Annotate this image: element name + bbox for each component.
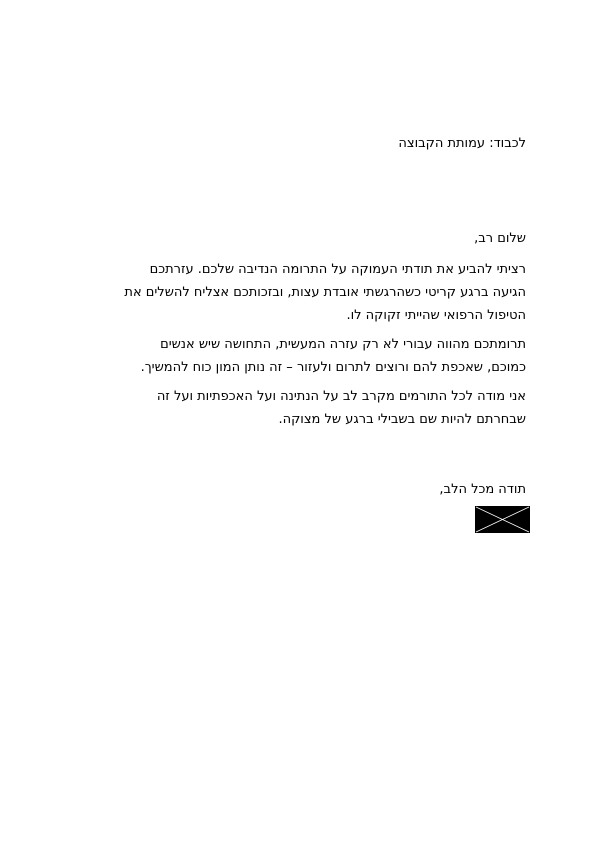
body-paragraph-1-line-3: הטיפול הרפואי שהייתי זקוקה לו. (346, 308, 526, 323)
body-paragraph-1 (70, 258, 526, 327)
greeting-line: שלום רב, (474, 231, 526, 246)
addressee-line: לכבוד: עמותת הקבוצה (398, 136, 526, 151)
body-paragraph-2 (70, 333, 526, 379)
body-paragraph-1-line-2: הגיעה ברגע קריטי כשהרגשתי אובדת עצות, ובזכותכם אצליח להשלים את (124, 285, 526, 300)
body-paragraph-3-line-1: אני מודה לכל התורמים מקרב לב על הנתינה ועל האכפתיות ועל זה (156, 389, 526, 404)
body-paragraph-3-line-2: שבחרתם להיות שם בשבילי ברגע של מצוקה. (278, 412, 526, 427)
letter-body (70, 258, 526, 437)
body-paragraph-2-line-1: תרומתכם מהווה עבורי לא רק עזרה המעשית, התחושה שיש אנשים (160, 337, 526, 352)
body-paragraph-2-line-2: כמוכם, שאכפת להם ורוצים לתרום ולעזור – זה נותן המון כוח להמשיך. (140, 360, 526, 375)
closing-line: תודה מכל הלב, (439, 482, 526, 497)
body-paragraph-1-line-1: רציתי להביע את תודתי העמוקה על התרומה הנדיבה שלכם. עזרתכם (149, 262, 526, 277)
body-paragraph-3 (70, 385, 526, 431)
signature-image-placeholder-icon (475, 506, 530, 533)
signature-placeholder-svg (475, 506, 530, 533)
